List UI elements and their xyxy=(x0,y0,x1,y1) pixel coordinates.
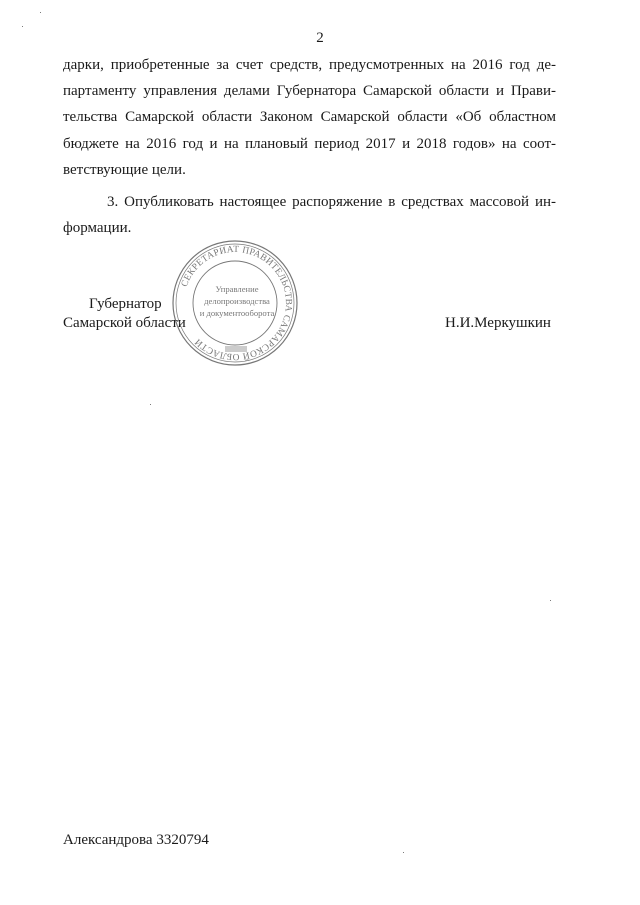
paragraph-line: бюджете на 2016 год и на плановый период 2017 и 2018 годов» на соот- xyxy=(63,135,556,152)
stamp-ring-textpath: СЕКРЕТАРИАТ ПРАВИТЕЛЬСТВА САМАРСКОЙ ОБЛАСТИ xyxy=(179,244,294,362)
scan-speck xyxy=(550,600,551,601)
scan-speck xyxy=(22,26,23,27)
official-stamp xyxy=(170,238,300,368)
paragraph-line: партаменту управления делами Губернатора Самарской области и Прави- xyxy=(63,83,556,100)
paragraph-line: тельства Самарской области Законом Самарской области «Об областном xyxy=(63,109,556,126)
stamp-center-line3: и документооборота xyxy=(199,308,275,318)
paragraph-2 xyxy=(63,189,556,241)
paragraph-line: формации. xyxy=(63,220,132,237)
scan-speck xyxy=(150,404,151,405)
scan-speck xyxy=(40,12,41,13)
paragraph-line: дарки, приобретенные за счет средств, предусмотренных на 2016 год де- xyxy=(63,57,556,73)
page-number: 2 xyxy=(316,30,324,46)
stamp-center-line1: Управление xyxy=(215,284,259,294)
signer-title-line2: Самарской области xyxy=(63,315,186,331)
stamp-smudge xyxy=(225,346,247,352)
signer-title-line1: Губернатор xyxy=(89,296,162,312)
scan-speck xyxy=(403,852,404,853)
paragraph-line: 3. Опубликовать настоящее распоряжение в средствах массовой ин- xyxy=(107,194,556,211)
executor-footer: Александрова 3320794 xyxy=(63,832,209,848)
signer-name: Н.И.Меркушкин xyxy=(445,315,551,331)
body-text xyxy=(63,52,556,241)
paragraph-1 xyxy=(63,52,556,183)
stamp-center-line2: делопроизводства xyxy=(204,296,270,306)
paragraph-line: ветствующие цели. xyxy=(63,161,186,178)
